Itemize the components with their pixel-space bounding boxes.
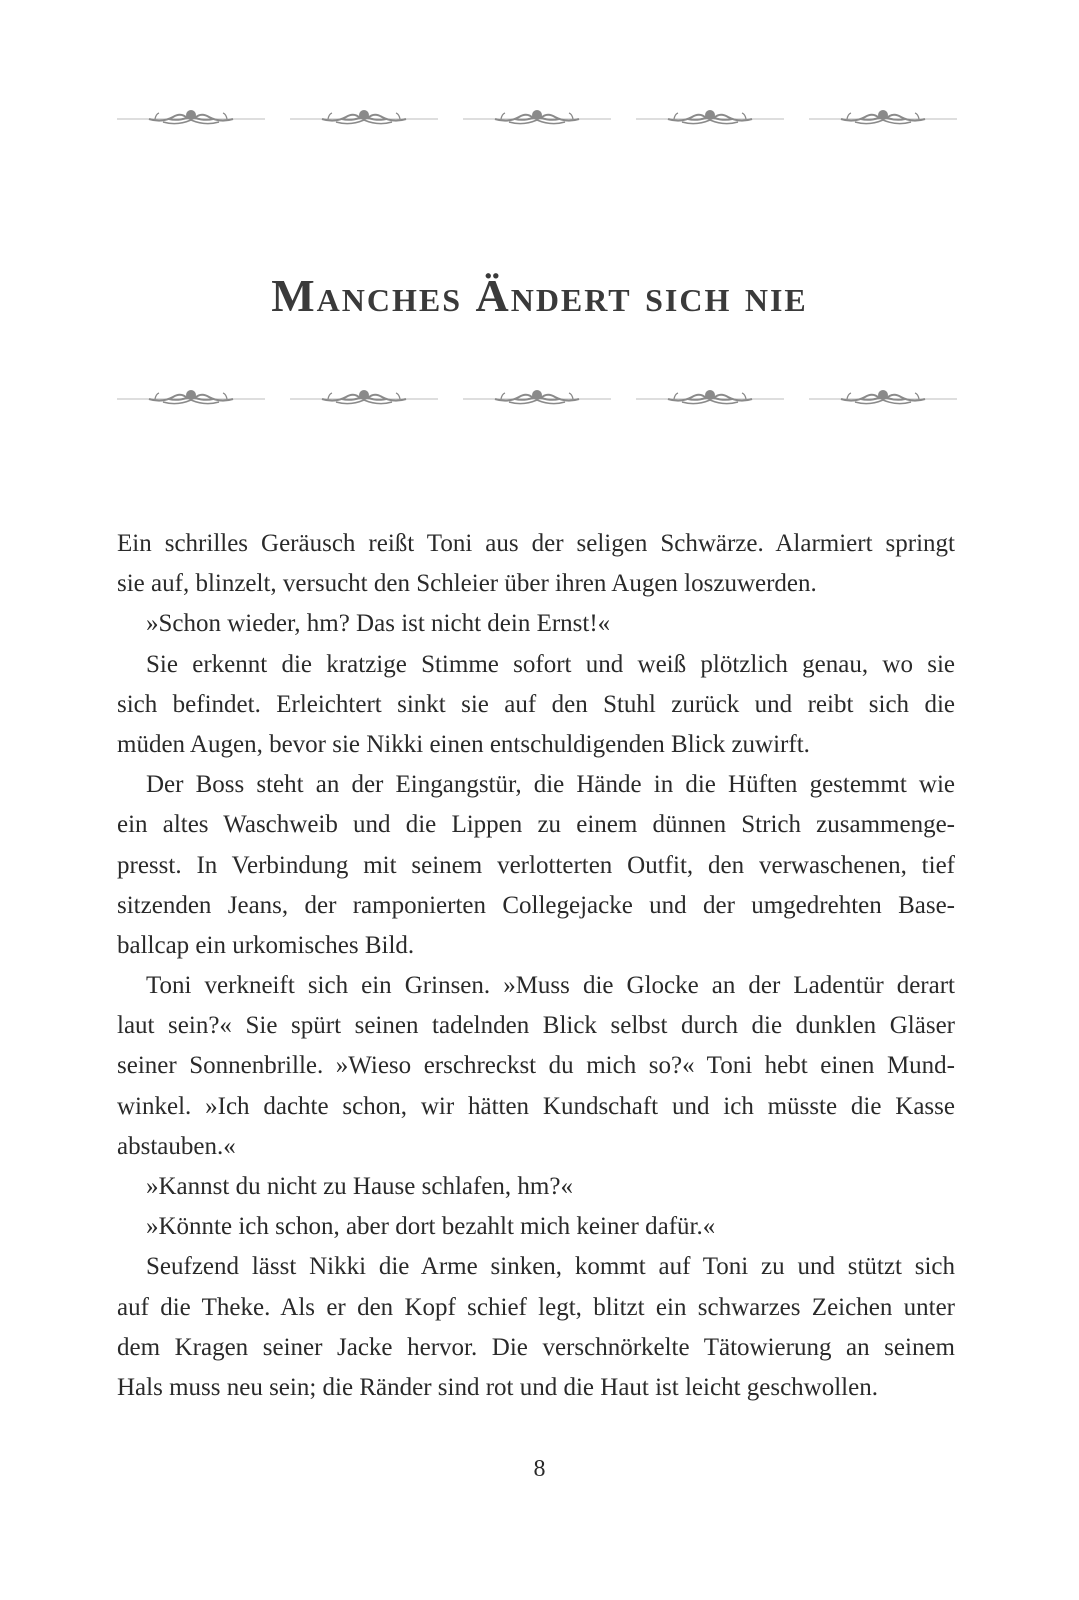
flourish-divider-icon (290, 386, 438, 410)
text-line: Der Boss steht an der Eingangstür, die Hände in die Hüften gestemmt wie (146, 771, 955, 799)
text-line: dem Kragen seiner Jacke hervor. Die verschnörkelte Tätowierung an seinem (117, 1333, 955, 1361)
flourish-divider-icon (117, 106, 265, 130)
text-line: sie auf, blinzelt, versucht den Schleier über ihren Augen loszuwerden. (117, 570, 817, 598)
text-line: auf die Theke. Als er den Kopf schief legt, blitzt ein schwarzes Zeichen unter (117, 1293, 955, 1321)
text-line: Toni verkneift sich ein Grinsen. »Muss die Glocke an der Ladentür derart (146, 972, 955, 1000)
text-line: sich befindet. Erleichtert sinkt sie auf den Stuhl zurück und reibt sich die (117, 690, 955, 718)
text-line: ballcap ein urkomisches Bild. (117, 931, 415, 959)
text-line: presst. In Verbindung mit seinem verlotterten Outfit, den verwaschenen, tief (117, 851, 955, 879)
text-line: »Kannst du nicht zu Hause schlafen, hm?« (146, 1173, 573, 1200)
text-line: sitzenden Jeans, der ramponierten Collegejacke und der umgedrehten Base- (117, 891, 955, 919)
text-line: abstauben.« (117, 1132, 236, 1160)
flourish-divider-icon (809, 386, 957, 410)
flourish-divider-icon (636, 106, 784, 130)
text-line: winkel. »Ich dachte schon, wir hätten Kundschaft und ich müsste die Kasse (117, 1092, 955, 1120)
flourish-divider-icon (117, 386, 265, 410)
flourish-divider-icon (463, 106, 611, 130)
text-line: laut sein?« Sie spürt seinen tadelnden Blick selbst durch die dunklen Gläser (117, 1012, 955, 1040)
flourish-divider-icon (290, 106, 438, 130)
text-line: »Könnte ich schon, aber dort bezahlt mich keiner dafür.« (146, 1213, 716, 1241)
flourish-divider-icon (636, 386, 784, 410)
text-line: Ein schrilles Geräusch reißt Toni aus der seligen Schwärze. Alarmiert springt (117, 530, 955, 557)
text-line: seiner Sonnenbrille. »Wieso erschreckst du mich so?« Toni hebt einen Mund- (117, 1052, 955, 1080)
text-line: »Schon wieder, hm? Das ist nicht dein Ernst!« (146, 610, 611, 638)
text-line: Seufzend lässt Nikki die Arme sinken, kommt auf Toni zu und stützt sich (146, 1253, 955, 1281)
top-ornament-row (117, 106, 957, 130)
chapter-body-text (117, 524, 955, 1408)
text-line: müden Augen, bevor sie Nikki einen entschuldigenden Blick zuwirft. (117, 730, 810, 758)
text-line: Sie erkennt die kratzige Stimme sofort und weiß plötzlich genau, wo sie (146, 650, 955, 678)
page-number: 8 (533, 1456, 546, 1482)
flourish-divider-icon (463, 386, 611, 410)
flourish-divider-icon (809, 106, 957, 130)
text-line: ein altes Waschweib und die Lippen zu einem dünnen Strich zusammenge- (117, 811, 955, 839)
bottom-ornament-row (117, 386, 957, 410)
text-line: Hals muss neu sein; die Ränder sind rot und die Haut ist leicht geschwollen. (117, 1373, 878, 1401)
chapter-title: Manches Ändert sich nie (271, 269, 808, 321)
